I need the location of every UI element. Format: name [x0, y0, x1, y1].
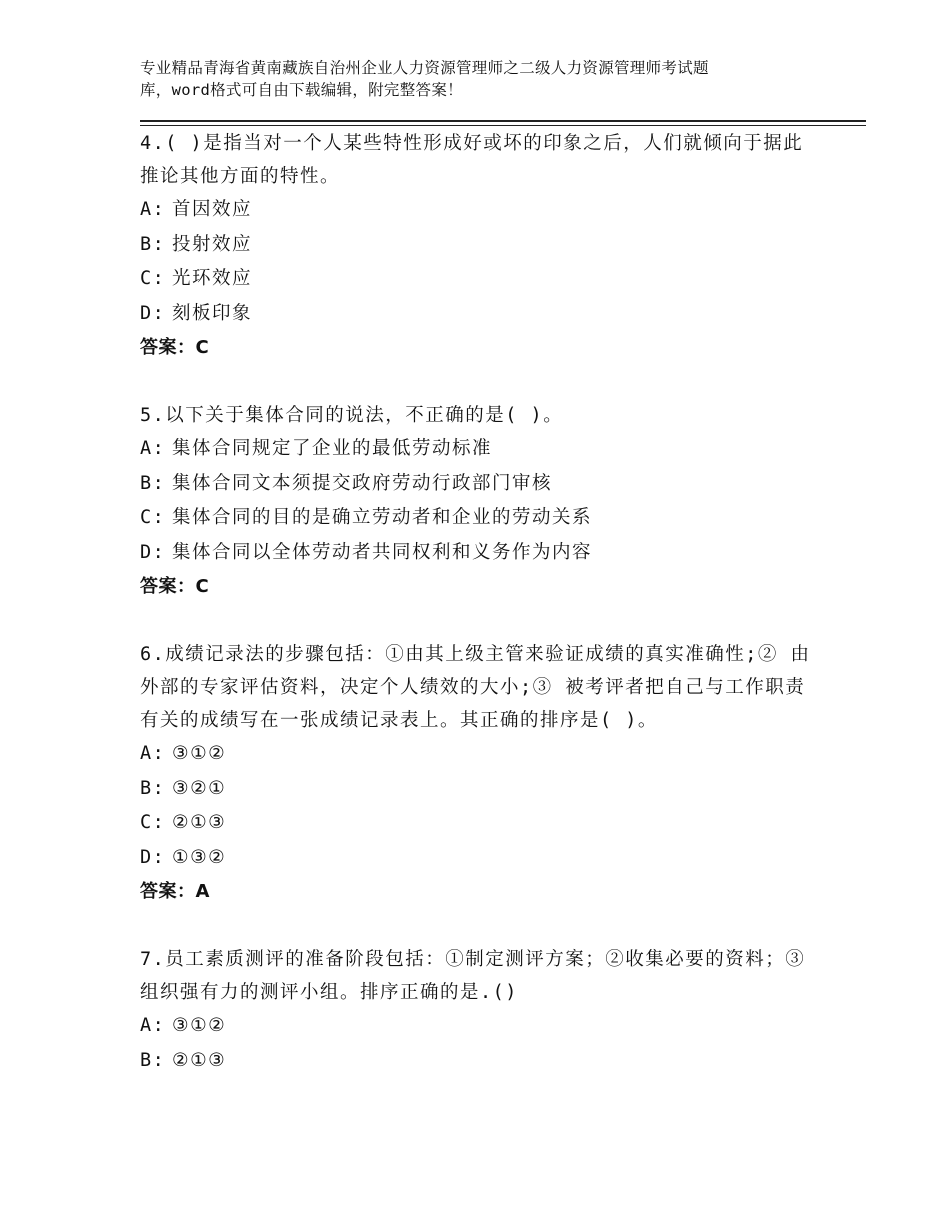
- option-a: [140, 737, 820, 772]
- option-letter: A:: [140, 199, 166, 220]
- question-stem: 7.员工素质测评的准备阶段包括：①制定测评方案；②收集必要的资料；③组织强有力的测评小组。排序正确的是.(): [140, 949, 806, 1003]
- option-d: [140, 536, 820, 571]
- option-c: [140, 262, 820, 297]
- question-item: [140, 943, 820, 1078]
- option-letter: A:: [140, 1015, 166, 1036]
- question-spacer: [140, 604, 820, 638]
- question-item: [140, 638, 820, 909]
- option-a: [140, 193, 820, 228]
- option-letter: C:: [140, 507, 166, 528]
- option-letter: A:: [140, 438, 166, 459]
- option-c: [140, 806, 820, 841]
- option-letter: C:: [140, 268, 166, 289]
- answer-label: 答案：C: [140, 576, 210, 597]
- option-text: 首因效应: [172, 199, 253, 220]
- option-b: [140, 1044, 820, 1079]
- question-stem: 6.成绩记录法的步骤包括：①由其上级主管来验证成绩的真实准确性;② 由外部的专家评估资料，决定个人绩效的大小;③ 被考评者把自己与工作职责有关的成绩写在一张成绩记录表上。其正确的排序是( )。: [140, 644, 811, 731]
- option-text: 集体合同的目的是确立劳动者和企业的劳动关系: [172, 507, 593, 528]
- question-spacer: [140, 909, 820, 943]
- option-text: 刻板印象: [172, 302, 253, 324]
- question-stem: 5.以下关于集体合同的说法，不正确的是( )。: [140, 405, 564, 426]
- option-text: ②①③: [172, 812, 227, 833]
- question-item: [140, 127, 820, 365]
- option-letter: D:: [140, 541, 166, 563]
- option-letter: B:: [140, 1049, 166, 1071]
- option-letter: C:: [140, 812, 166, 833]
- option-text: 投射效应: [172, 233, 253, 255]
- option-text: 集体合同规定了企业的最低劳动标准: [172, 438, 493, 459]
- option-text: ③①②: [172, 743, 227, 764]
- option-letter: B:: [140, 777, 166, 799]
- option-letter: B:: [140, 233, 166, 255]
- option-text: 集体合同以全体劳动者共同权利和义务作为内容: [172, 541, 593, 563]
- option-c: [140, 501, 820, 536]
- option-text: ②①③: [172, 1049, 227, 1071]
- header-divider-thick: [140, 120, 866, 122]
- option-letter: A:: [140, 743, 166, 764]
- option-text: 集体合同文本须提交政府劳动行政部门审核: [172, 472, 553, 494]
- question-spacer: [140, 365, 820, 399]
- option-b: [140, 772, 820, 807]
- question-list: [140, 127, 820, 1078]
- option-text: ③②①: [172, 777, 227, 799]
- option-d: [140, 297, 820, 332]
- option-b: [140, 228, 820, 263]
- answer-label: 答案：A: [140, 881, 210, 902]
- option-letter: D:: [140, 302, 166, 324]
- header-title-line-1: 专业精品青海省黄南藏族自治州企业人力资源管理师之二级人力资源管理师考试题: [140, 59, 709, 77]
- option-b: [140, 467, 820, 502]
- option-letter: B:: [140, 472, 166, 494]
- question-stem: 4.( )是指当对一个人某些特性形成好或坏的印象之后，人们就倾向于据此推论其他方面的特性。: [140, 133, 804, 187]
- answer-label: 答案：C: [140, 337, 210, 358]
- option-letter: D:: [140, 846, 166, 868]
- option-a: [140, 432, 820, 467]
- option-d: [140, 841, 820, 876]
- option-text: ①③②: [172, 846, 227, 868]
- header-divider-thin: [140, 125, 866, 126]
- header-title-line-2: 库，word格式可自由下载编辑，附完整答案！: [140, 81, 463, 99]
- document-header: [140, 57, 840, 101]
- question-item: [140, 399, 820, 604]
- option-a: [140, 1009, 820, 1044]
- option-text: ③①②: [172, 1015, 227, 1036]
- option-text: 光环效应: [172, 268, 253, 289]
